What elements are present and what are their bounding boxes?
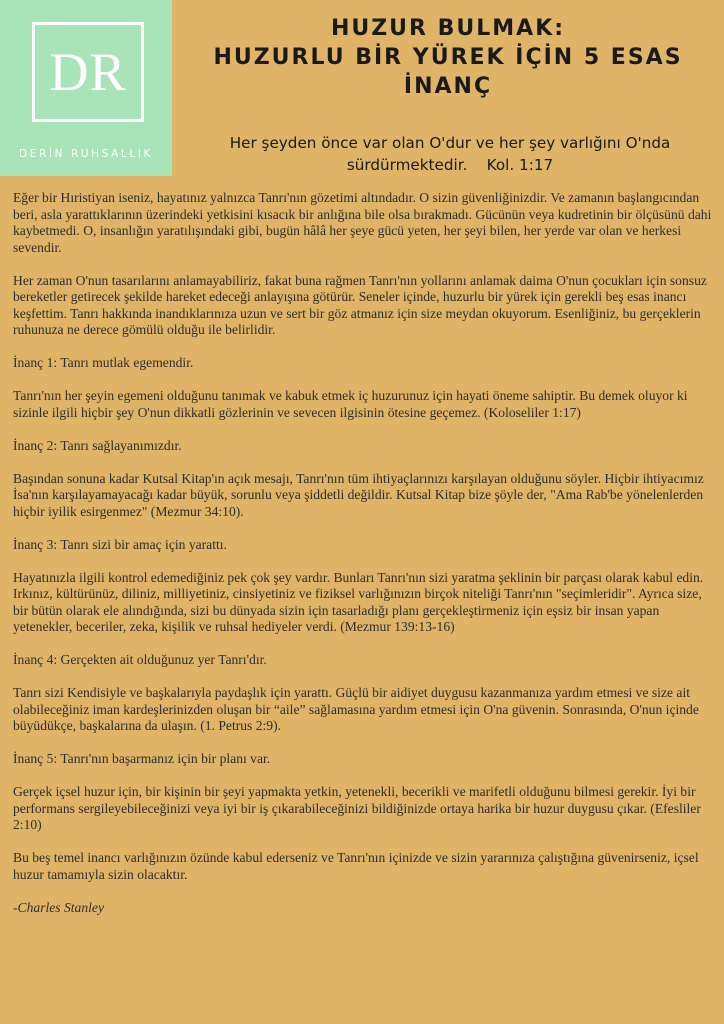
article-body: [13, 190, 713, 933]
paragraph: Bu beş temel inancı varlığınızın özünde kabul ederseniz ve Tanrı'nın içinizde ve sizin yararınıza çalıştığına güvenirseniz, içsel huzur tamamıyla sizin olacaktır.: [13, 850, 699, 882]
belief-heading: İnanç 3: Tanrı sizi bir amaç için yarattı.: [13, 536, 227, 552]
paragraph: Tanrı'nın her şeyin egemeni olduğunu tanımak ve kabuk etmek iç huzurunuz için hayati öneme sahiptir. Bu demek oluyor ki sizinle ilgili hiçbir şey O'nun dikkatli gözlerinin ve sevecen ilgisinin ötesine geçemez. (Koloseliler 1:17): [13, 388, 688, 420]
belief-heading: İnanç 5: Tanrı'nın başarmanız için bir planı var.: [13, 751, 271, 766]
logo-letters: DR: [49, 42, 127, 102]
page-title: [172, 14, 724, 101]
paragraph: Hayatınızla ilgili kontrol edemediğiniz pek çok şey vardır. Bunları Tanrı'nın sizi yaratma şeklinin bir parçası olarak kabul edin. Irkınız, kültürünüz, diliniz, milliyetiniz, cinsiyetiniz ve fiziksel varlığınızın birçok niteliği Tanrı'nın "seçimleridir". Ayrıca size, bir bütün olarak ele alındığında, sizi bu dünyada sizin için tasarladığı planı gerçekleştirmeniz için eşsiz bir insan yapan yetenekler, beceriler, zeka, kişilik ve ruhsal hediyeler verdi. (Mezmur 139:13-16): [13, 569, 704, 634]
title-line-3: İNANÇ: [403, 74, 493, 99]
verse-quote: [190, 132, 710, 176]
logo-frame: [32, 22, 144, 122]
paragraph: Her zaman O'nun tasarılarını anlamayabiliriz, fakat buna rağmen Tanrı'nın yollarını anlamak daima O'nun çocukları için sonsuz bereketler getirecek şekilde hareket edeceği anlayışına götürür. Seneler içinde, huzurlu bir yürek için gerekli beş esas inancı keşfettim. Tanrı hakkında inandıklarınıza uzun ve sert bir göz atmanız için size meydan okuyorum. Esenliğiniz, bu gerçeklerin ruhunuza ne derece gömülü olduğu ile belirlidir.: [13, 272, 707, 337]
title-line-1: HUZUR BULMAK:: [330, 16, 566, 41]
logo-tagline: DERİN RUHSALLIK: [19, 148, 153, 160]
verse-line-2: sürdürmektedir. Kol. 1:17: [346, 156, 554, 174]
title-line-2: HUZURLU BİR YÜREK İÇİN 5 ESAS: [213, 45, 683, 70]
signature: -Charles Stanley: [13, 899, 104, 915]
paragraph: Gerçek içsel huzur için, bir kişinin bir şeyi yapmakta yetkin, yetenekli, becerikli ve marifetli olduğunu bilmesi gerekir. İyi bir performans sergileyebileceğinizi veya iyi bir iş çıkarabileceğinizi bildiğinizde ortaya harika bir huzur duygusu çıkar. (Efesliler 2:10): [13, 784, 701, 832]
belief-heading: İnanç 1: Tanrı mutlak egemendir.: [13, 355, 194, 370]
paragraph: Eğer bir Hıristiyan iseniz, hayatınız yalnızca Tanrı'nın gözetimi altındadır. O sizin güvenliğinizdir. Ve zamanın başlangıcından beri, asla yarattıklarının üzerindeki yetkisini kısacık bir anlığına bile olsa bırakmadı. Gücünün veya kudretinin bir ölçüsünü dahi kaybetmedi. O, insanlığın yaratılışındaki gibi, bugün hâlâ her şeye gücü yeten, her şeyi bilen, her yerde var olan ve herkesi sevendir.: [13, 190, 712, 255]
verse-line-1: Her şeyden önce var olan O'dur ve her şey varlığını O'nda: [229, 134, 671, 152]
belief-heading: İnanç 4: Gerçekten ait olduğunuz yer Tanrı'dır.: [13, 652, 267, 667]
logo: [0, 0, 172, 176]
belief-heading: İnanç 2: Tanrı sağlayanımızdır.: [13, 437, 182, 453]
paragraph: Başından sonuna kadar Kutsal Kitap'ın açık mesajı, Tanrı'nın tüm ihtiyaçlarınızı karşılayan olduğunu söyler. Hiçbir ihtiyacımız İsa'nın karşılayamayacağı kadar büyük, sorunlu veya şiddetli değildir. Kutsal Kitap bize şöyle der, "Ama Rab'be yönelenlerden hiçbir iyilik esirgenmez" (Mezmur 34:10).: [13, 470, 704, 519]
paragraph: Tanrı sizi Kendisiyle ve başkalarıyla paydaşlık için yarattı. Güçlü bir aidiyet duygusu kazanmanıza yardım etmesi ve size ait olabileceğiniz iman kardeşlerinizden oluşan bir “aile” sağlamasına yardım etmesi için O'na güvenin. Sonrasında, O'nun içinde büyüdükçe, başkalarına da ulaşın. (1. Petrus 2:9).: [13, 685, 699, 733]
